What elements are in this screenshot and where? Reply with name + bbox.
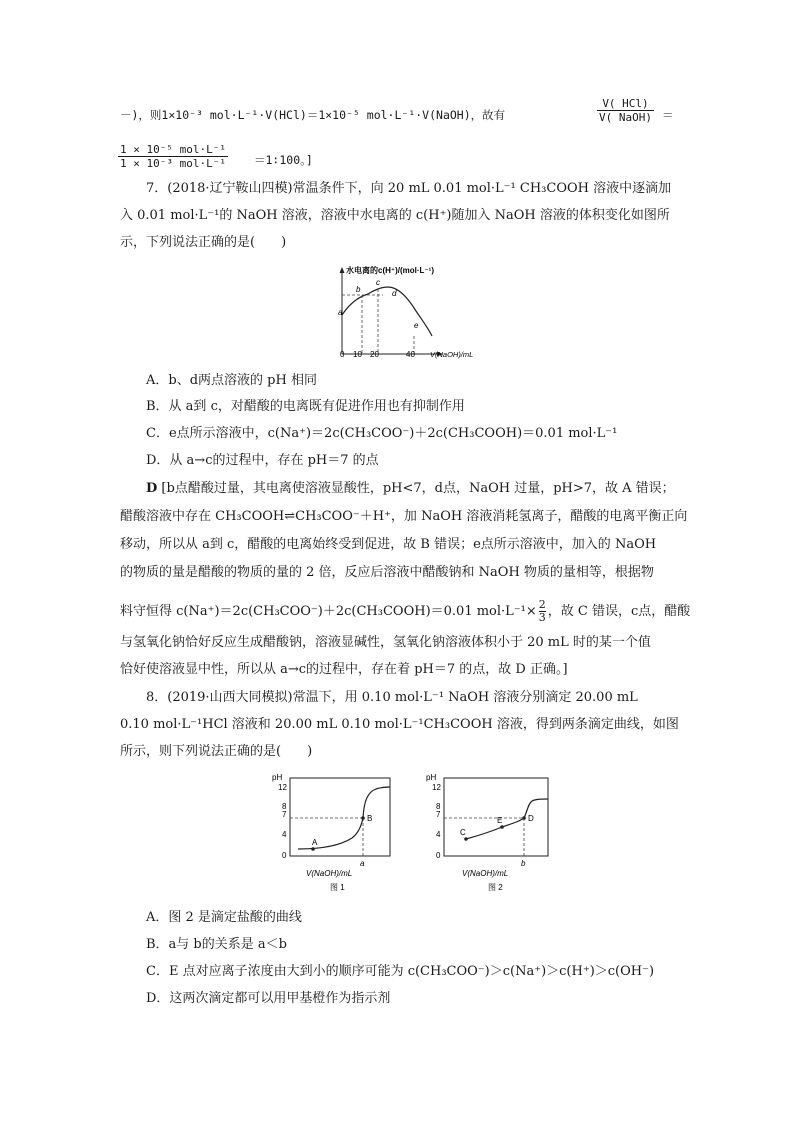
fraction-concentration: 1 × 10⁻⁵ mol·L⁻¹ 1 × 10⁻³ mol·L⁻¹ xyxy=(120,143,226,170)
fig1-tick-8: 8 xyxy=(282,802,287,811)
fig2-point-d xyxy=(522,816,526,820)
q7-option-b: B．从 a到 c，对醋酸的电离既有促进作用也有抑制作用 xyxy=(146,399,465,414)
q8-stem-line3: 所示，则下列说法正确的是( ) xyxy=(120,744,313,759)
q7-solution-line3: 移动，所以从 a到 c，醋酸的电离始终受到促进，故 B 错误；e点所示溶液中，加入的 NaOH xyxy=(120,537,657,552)
q7-solution-line4: 的物质的量是醋酸的物质的量的 2 倍，反应后溶液中醋酸钠和 NaOH 物质的量相等，根据物 xyxy=(120,565,654,580)
fig2-caption: 图 2 xyxy=(488,883,503,892)
fig2-point-e xyxy=(500,825,504,829)
fig1-y-label: pH xyxy=(272,773,283,782)
q7-option-a: A．b、d两点溶液的 pH 相同 xyxy=(146,373,317,388)
q7-tick-0: 0 xyxy=(340,350,345,359)
fig2-y-label: pH xyxy=(426,773,437,782)
fig2-label-d: D xyxy=(528,814,534,823)
fig1-label-a: A xyxy=(312,838,318,847)
q7-option-c: C．e点所示溶液中，c(Na⁺)＝2c(CH₃COO⁻)＋2c(CH₃COOH)＝0.01 mol·L⁻¹ xyxy=(146,426,618,441)
q8-figure-2 xyxy=(422,770,554,892)
q7-solution-line2: 醋酸溶液中存在 CH₃COOH⇌CH₃COO⁻＋H⁺，加 NaOH 溶液消耗氢离子，醋酸的电离平衡正向 xyxy=(120,509,688,524)
q7-y-arrow xyxy=(340,267,345,273)
fig1-x-label: V(NaOH)/mL xyxy=(306,869,353,878)
q7-stem-line2: 入 0.01 mol·L⁻¹的 NaOH 溶液，溶液中水电离的 c(H⁺)随加入 NaOH 溶液的体积变化如图所 xyxy=(120,208,670,223)
q7-chart-title: 水电离的c(H⁺)/(mol·L⁻¹) xyxy=(346,266,434,275)
q7-solution-line5: 料守恒得 c(Na⁺)＝2c(CH₃COO⁻)＋2c(CH₃COOH)＝0.01 mol·L⁻¹× $\frac{2}{3}$ ，故 C 错误，c点，醋酸 xyxy=(120,598,691,624)
fig2-tick-7: 7 xyxy=(436,810,441,819)
fig2-x-label: V(NaOH)/mL xyxy=(462,869,509,878)
fig1-point-b xyxy=(361,816,365,820)
fig2-tick-8: 8 xyxy=(436,802,441,811)
q8-figure-1 xyxy=(268,770,396,892)
q7-stem-line1: 7．(2018·辽宁鞍山四模)常温条件下，向 20 mL 0.01 mol·L⁻¹ CH₃COOH 溶液中逐滴加 xyxy=(146,181,672,196)
fig2-label-c: C xyxy=(460,828,466,837)
q7-solution-line1: D [b点醋酸过量，其电离使溶液显酸性，pH<7，d点，NaOH 过量，pH>7，故 A 错误； xyxy=(146,481,675,496)
fraction-v-ratio: V( HCl) V( NaOH) xyxy=(599,97,652,124)
prev-solution-line1: －)，则1×10⁻³ mol·L⁻¹·V(HCl)＝1×10⁻⁵ mol·L⁻¹·V(NaOH)，故有 xyxy=(120,108,506,122)
fig2-tick-4: 4 xyxy=(436,830,441,839)
q7-solution-line6: 与氢氧化钠恰好反应生成醋酸钠，溶液显碱性，氢氧化钠溶液体积小于 20 mL 时的某一个值 xyxy=(120,635,651,650)
fig1-tick-7: 7 xyxy=(282,810,287,819)
fig1-tick-4: 4 xyxy=(282,830,287,839)
fig2-tick-b: b xyxy=(521,859,526,868)
q7-chart xyxy=(328,262,498,362)
fig1-label-b: B xyxy=(367,814,373,823)
prev-solution-tail: ＝1∶100。] xyxy=(254,153,313,167)
equals-sign: ＝ xyxy=(662,108,674,122)
q7-point-c: c xyxy=(376,278,380,287)
q7-point-d: d xyxy=(392,289,397,298)
fig1-caption: 图 1 xyxy=(330,883,345,892)
fig2-label-e: E xyxy=(497,816,503,825)
q7-x-label: V(NaOH)/mL xyxy=(430,350,474,359)
q7-stem-line3: 示，下列说法正确的是( ) xyxy=(120,235,287,250)
fig2-point-c xyxy=(464,837,468,841)
q7-point-e: e xyxy=(414,321,419,330)
fig1-tick-0: 0 xyxy=(282,851,287,860)
q7-option-d: D．从 a→c的过程中，存在 pH＝7 的点 xyxy=(146,453,379,468)
q7-answer: D xyxy=(146,481,158,496)
fig2-tick-0: 0 xyxy=(436,851,441,860)
q7-tick-40: 40 xyxy=(406,350,415,359)
q8-stem-line1: 8．(2019·山西大同模拟)常温下，用 0.10 mol·L⁻¹ NaOH 溶液分别滴定 20.00 mL xyxy=(146,690,638,705)
q8-option-d: D．这两次滴定都可以用甲基橙作为指示剂 xyxy=(146,991,391,1006)
q7-tick-10: 10 xyxy=(353,350,362,359)
fig2-curve xyxy=(466,799,548,839)
fig1-tick-a: a xyxy=(360,859,365,868)
q8-option-c: C．E 点对应离子浓度由大到小的顺序可能为 c(CH₃COO⁻)＞c(Na⁺)＞c(H⁺)＞c(OH⁻) xyxy=(146,964,655,979)
fig1-point-a xyxy=(311,847,315,851)
fig2-tick-12: 12 xyxy=(432,783,441,792)
q8-option-b: B．a与 b的关系是 a＜b xyxy=(146,937,287,952)
q8-stem-line2: 0.10 mol·L⁻¹HCl 溶液和 20.00 mL 0.10 mol·L⁻¹CH₃COOH 溶液，得到两条滴定曲线，如图 xyxy=(120,717,679,732)
fig1-tick-12: 12 xyxy=(278,783,287,792)
fraction-two-thirds: $\frac{2}{3}$ xyxy=(538,598,546,624)
q7-point-b: b xyxy=(356,285,361,294)
q7-solution-line7: 恰好使溶液显中性，所以从 a→c的过程中，存在着 pH＝7 的点，故 D 正确。] xyxy=(120,662,568,677)
q8-option-a: A．图 2 是滴定盐酸的曲线 xyxy=(146,910,302,925)
q7-point-a: a xyxy=(338,308,343,317)
q7-tick-20: 20 xyxy=(370,350,379,359)
q7-curve xyxy=(342,287,432,336)
